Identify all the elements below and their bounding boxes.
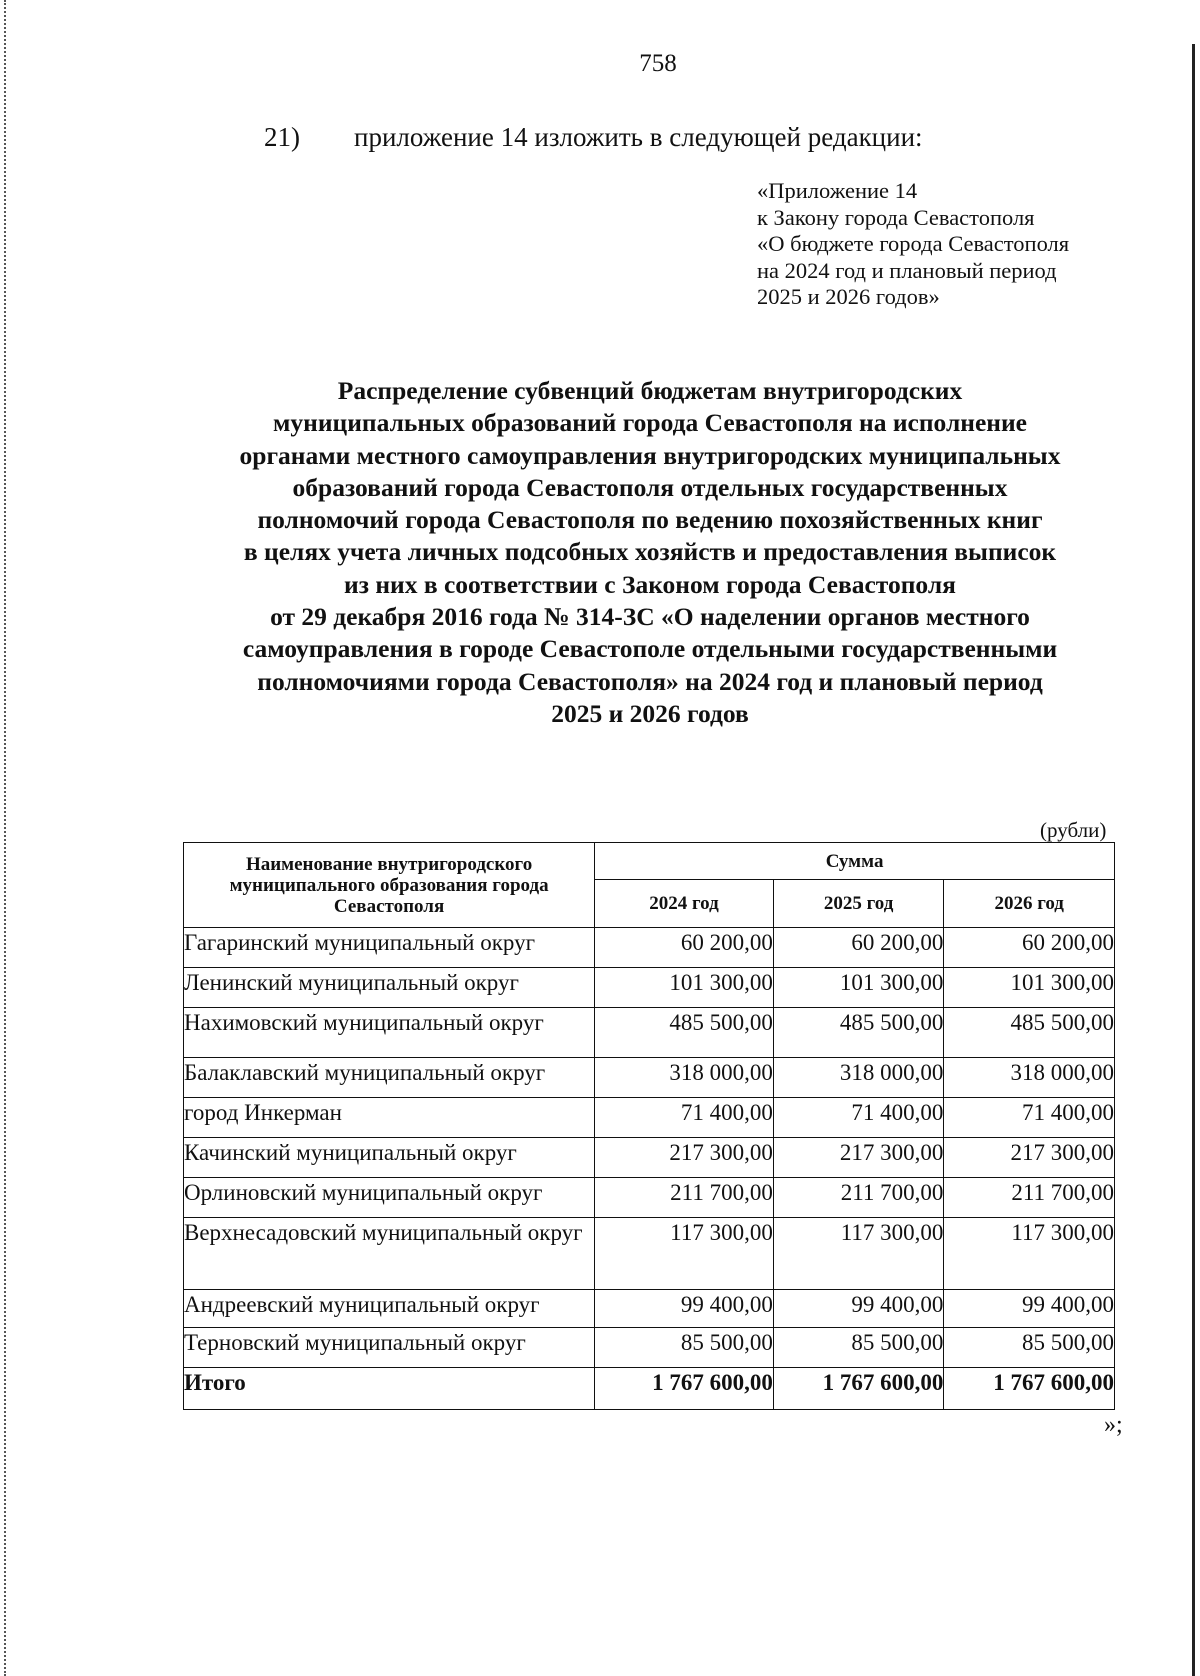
table-row: [184, 968, 1115, 1008]
amount-2026: 101 300,00: [944, 968, 1115, 1008]
table-row: [184, 1138, 1115, 1178]
amount-2026: 71 400,00: [944, 1098, 1115, 1138]
title-line: муниципальных образований города Севастополя на исполнение: [273, 408, 1027, 438]
column-header-year: 2026 год: [944, 880, 1115, 928]
amount-2026: 60 200,00: [944, 928, 1115, 968]
amount-2025: 85 500,00: [773, 1328, 944, 1368]
table-row: [184, 1008, 1115, 1058]
total-2024: 1 767 600,00: [595, 1368, 774, 1410]
table-row: [184, 1290, 1115, 1328]
amount-2026: 99 400,00: [944, 1290, 1115, 1328]
title-line: самоуправления в городе Севастополе отдельными государственными: [242, 634, 1058, 664]
district-name: Балаклавский муниципальный округ: [184, 1058, 595, 1098]
column-header-name: Наименование внутригородского муниципального образования города Севастополя: [184, 843, 595, 928]
page-number: 758: [639, 50, 677, 77]
subventions-table: [183, 842, 1115, 1410]
district-name: Гагаринский муниципальный округ: [184, 928, 595, 968]
district-name: Качинский муниципальный округ: [184, 1138, 595, 1178]
table-row: [184, 1328, 1115, 1368]
amount-2024: 60 200,00: [595, 928, 774, 968]
amount-2025: 60 200,00: [773, 928, 944, 968]
district-name: Нахимовский муниципальный округ: [184, 1008, 595, 1058]
amount-2025: 71 400,00: [773, 1098, 944, 1138]
amount-2025: 99 400,00: [773, 1290, 944, 1328]
title-line: полномочиями города Севастополя» на 2024 год и плановый период: [257, 666, 1043, 696]
appendix-ref-line: к Закону города Севастополя: [757, 204, 1035, 230]
total-row: [184, 1368, 1115, 1410]
amount-2026: 85 500,00: [944, 1328, 1115, 1368]
title-line: образований города Севастополя отдельных государственных: [292, 472, 1008, 502]
amount-2024: 71 400,00: [595, 1098, 774, 1138]
title-line: полномочий города Севастополя по ведению похозяйственных книг: [257, 505, 1043, 535]
amount-2026: 117 300,00: [944, 1218, 1115, 1290]
amount-2026: 217 300,00: [944, 1138, 1115, 1178]
table-row: [184, 1218, 1115, 1290]
district-name: город Инкерман: [184, 1098, 595, 1138]
district-name: Ленинский муниципальный округ: [184, 968, 595, 1008]
total-2026: 1 767 600,00: [944, 1368, 1115, 1410]
title-line: в целях учета личных подсобных хозяйств и предоставления выписок: [243, 537, 1057, 567]
appendix-ref-line: «О бюджете города Севастополя: [757, 231, 1070, 256]
table-row: [184, 1178, 1115, 1218]
document-title: [170, 375, 1130, 730]
item-text: приложение 14 изложить в следующей редакции:: [354, 122, 923, 152]
amount-2024: 85 500,00: [595, 1328, 774, 1368]
unit-note: (рубли): [1040, 818, 1107, 842]
title-line: из них в соответствии с Законом города Севастополя: [344, 569, 956, 599]
title-line: органами местного самоуправления внутригородских муниципальных: [239, 440, 1061, 470]
appendix-reference: [757, 178, 1069, 311]
scan-edge-left: [4, 0, 6, 1676]
total-label: Итого: [184, 1368, 595, 1410]
amount-2026: 211 700,00: [944, 1178, 1115, 1218]
amount-2025: 318 000,00: [773, 1058, 944, 1098]
amount-2024: 485 500,00: [595, 1008, 774, 1058]
amount-2024: 211 700,00: [595, 1178, 774, 1218]
district-name: Орлиновский муниципальный округ: [184, 1178, 595, 1218]
title-line: 2025 и 2026 годов: [551, 698, 749, 728]
column-header-sum: Сумма: [595, 843, 1115, 880]
scan-edge-right: [1192, 44, 1195, 1676]
amount-2025: 485 500,00: [773, 1008, 944, 1058]
district-name: Верхнесадовский муниципальный округ: [184, 1218, 595, 1290]
amount-2025: 217 300,00: [773, 1138, 944, 1178]
total-2025: 1 767 600,00: [773, 1368, 944, 1410]
table-row: [184, 928, 1115, 968]
amount-2024: 101 300,00: [595, 968, 774, 1008]
amount-2024: 99 400,00: [595, 1290, 774, 1328]
amount-2024: 117 300,00: [595, 1218, 774, 1290]
closing-quote: »;: [1104, 1412, 1123, 1438]
amount-2025: 101 300,00: [773, 968, 944, 1008]
table-row: [184, 1058, 1115, 1098]
district-name: Терновский муниципальный округ: [184, 1328, 595, 1368]
table-row: [184, 1098, 1115, 1138]
amount-2026: 485 500,00: [944, 1008, 1115, 1058]
title-line: Распределение субвенций бюджетам внутригородских: [337, 376, 963, 405]
district-name: Андреевский муниципальный округ: [184, 1290, 595, 1328]
appendix-ref-line: на 2024 год и плановый период: [757, 257, 1057, 283]
amount-2024: 217 300,00: [595, 1138, 774, 1178]
amount-2025: 117 300,00: [773, 1218, 944, 1290]
column-header-year: 2024 год: [595, 880, 774, 928]
item-number: 21): [264, 122, 300, 152]
appendix-ref-line: «Приложение 14: [757, 178, 918, 203]
title-line: от 29 декабря 2016 года № 314-ЗС «О наделении органов местного: [270, 602, 1030, 632]
column-header-year: 2025 год: [773, 880, 944, 928]
amount-2026: 318 000,00: [944, 1058, 1115, 1098]
amount-2024: 318 000,00: [595, 1058, 774, 1098]
appendix-ref-line: 2025 и 2026 годов»: [757, 284, 940, 309]
amount-2025: 211 700,00: [773, 1178, 944, 1218]
